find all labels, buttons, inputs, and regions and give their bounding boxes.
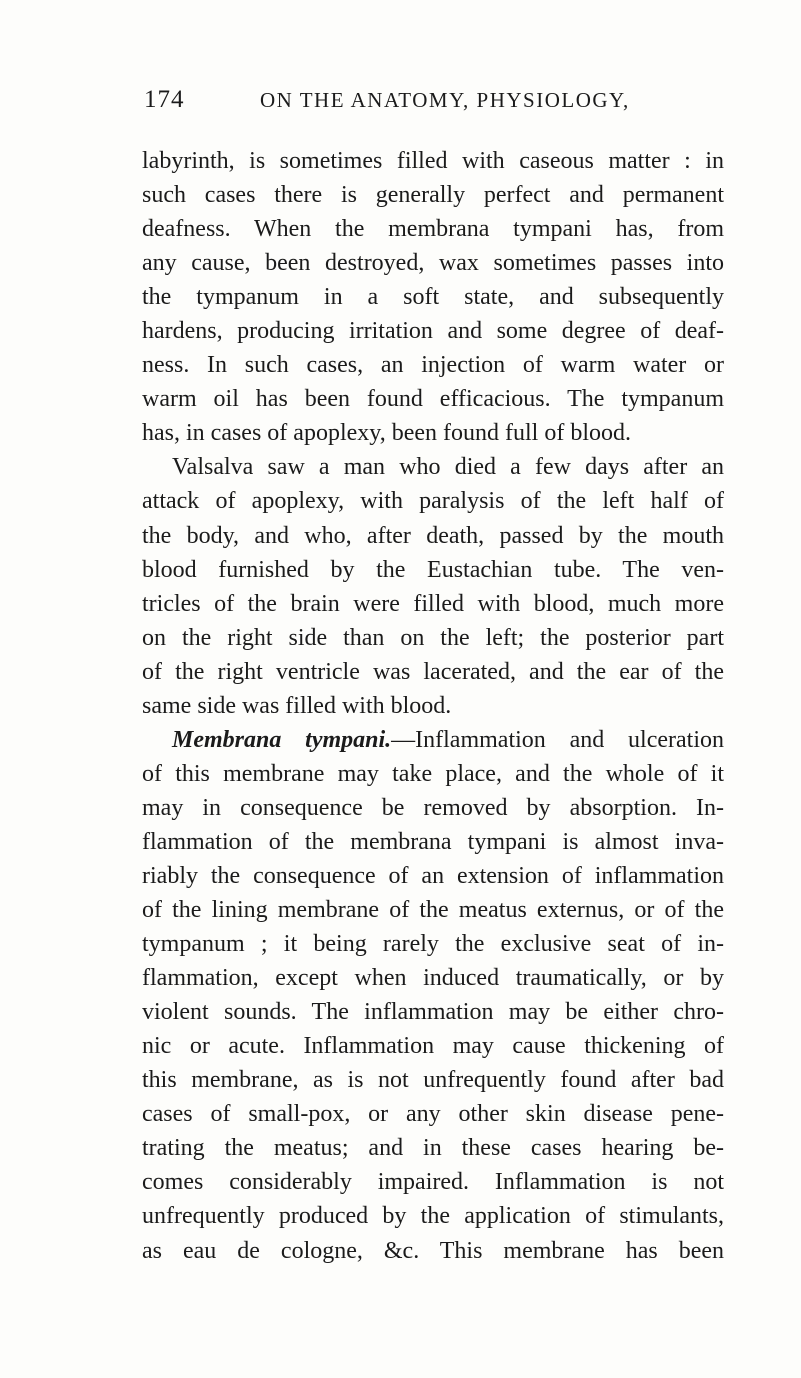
- text-line: unfrequently produced by the application of stimulants,: [142, 1203, 724, 1230]
- text-line: has, in cases of apoplexy, been found full of blood.: [142, 420, 631, 447]
- text-line: the body, and who, after death, passed by the mouth: [142, 522, 724, 549]
- text-line: any cause, been destroyed, wax sometimes passes into: [142, 250, 724, 277]
- text-line: flammation of the membrana tympani is almost inva-: [142, 828, 724, 855]
- text-line: of the right ventricle was lacerated, and the ear of the: [142, 658, 724, 685]
- text-line: on the right side than on the left; the posterior part: [142, 624, 724, 651]
- text-line: Valsalva saw a man who died a few days after an: [172, 454, 724, 481]
- running-title: ON THE ANATOMY, PHYSIOLOGY,: [260, 88, 630, 112]
- text-line: nic or acute. Inflammation may cause thickening of: [142, 1033, 724, 1060]
- text-line: hardens, producing irritation and some degree of deaf-: [142, 318, 724, 345]
- running-head: [144, 86, 704, 126]
- page-number: 174: [144, 86, 185, 113]
- text-line: attack of apoplexy, with paralysis of the left half of: [142, 488, 724, 515]
- text-line: trating the meatus; and in these cases hearing be-: [142, 1135, 724, 1162]
- text-line: such cases there is generally perfect and permanent: [142, 182, 724, 209]
- text-line: ness. In such cases, an injection of warm water or: [142, 352, 724, 379]
- text-line: riably the consequence of an extension of inflammation: [142, 862, 724, 889]
- text-line: violent sounds. The inflammation may be either chro-: [142, 999, 724, 1026]
- section-heading-line: [142, 723, 724, 757]
- text-line: tympanum ; it being rarely the exclusive seat of in-: [142, 931, 724, 958]
- section-heading: Membrana tympani.: [172, 726, 392, 753]
- text-line: —Inflammation and ulceration: [391, 726, 724, 753]
- text-line: tricles of the brain were filled with blood, much more: [142, 590, 724, 617]
- text-line: same side was filled with blood.: [142, 692, 452, 719]
- text-line: deafness. When the membrana tympani has, from: [142, 216, 724, 243]
- text-line: warm oil has been found efficacious. The tympanum: [142, 386, 724, 413]
- text-line: the tympanum in a soft state, and subsequently: [142, 284, 724, 311]
- text-line: of this membrane may take place, and the whole of it: [142, 760, 724, 787]
- text-line: of the lining membrane of the meatus externus, or of the: [142, 897, 724, 924]
- text-line: cases of small-pox, or any other skin disease pene-: [142, 1101, 724, 1128]
- text-line: comes considerably impaired. Inflammation is not: [142, 1169, 724, 1196]
- text-line: this membrane, as is not unfrequently found after bad: [142, 1067, 724, 1094]
- text-line: labyrinth, is sometimes filled with caseous matter : in: [142, 148, 724, 174]
- text-line: blood furnished by the Eustachian tube. The ven-: [142, 556, 724, 583]
- text-line: as eau de cologne, &c. This membrane has been: [142, 1237, 724, 1264]
- text-line: may in consequence be removed by absorption. In-: [142, 794, 724, 821]
- text-line: flammation, except when induced traumatically, or by: [142, 965, 724, 992]
- body-text: [142, 144, 724, 1268]
